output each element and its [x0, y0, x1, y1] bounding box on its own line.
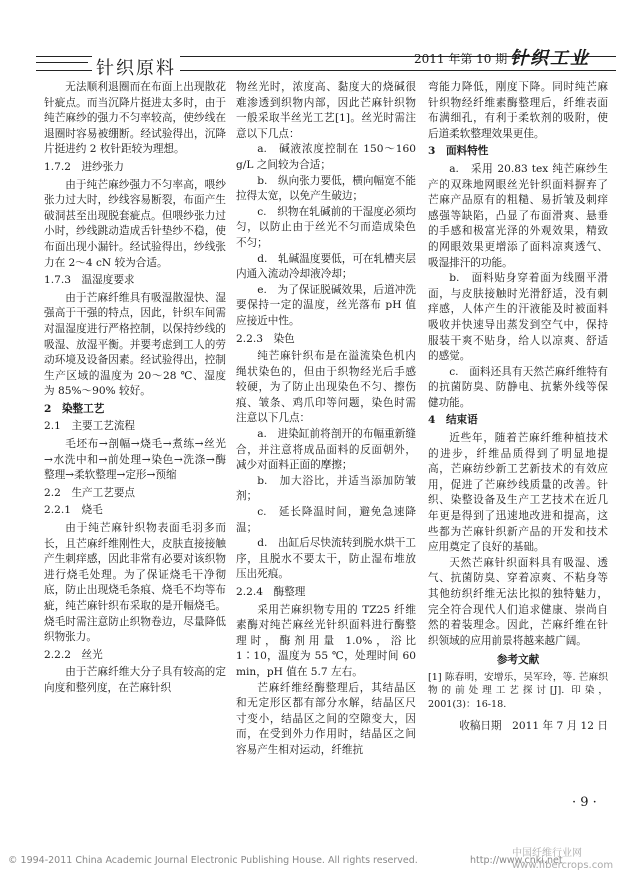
left-column — [44, 80, 226, 697]
middle-column — [236, 80, 416, 759]
list-item: c. 织物在轧碱前的干湿度必须均匀，以防止由于丝光不匀而造成染色不匀； — [236, 205, 416, 249]
list-item: d. 轧碱温度要低，可在轧槽夹层内通入流动冷却液冷却； — [236, 252, 416, 281]
copyright-text: © 1994-2011 China Academic Journal Electronic Publishing House. All rights reserved. — [8, 855, 418, 866]
subsection-heading: 2.2.4 酶整理 — [236, 586, 306, 598]
paragraph: 近些年，随着芒麻纤维种植技术的进步，纤维品质得到了明显地提高，芒麻纺纱新工艺新技术的有效应用，促进了芒麻纱线质量的改善。针织、染整设备及生产工艺技术在近几年更是得到了迅速地改进和提高，这些都为芒麻针织新产品的开发和技术应用奠定了良好的基础。 — [428, 432, 608, 554]
subsection-heading: 2.2.2 丝光 — [44, 648, 103, 661]
list-item: a. 采用 20.83 tex 纯芒麻纱生产的双珠地网眼丝光针织面料摒弃了芒麻产品原有的粗糙、易折皱及刺痒感强等缺陷，凸显了布面滑爽、悬垂的手感和极富光泽的外观效果，精致的网眼效果更增添了面料凉爽透气、吸湿排汗的功能。 — [428, 162, 608, 269]
list-item: d. 出缸后尽快流转到脱水烘干工序，且脱水不要太干，防止湿布堆放压出死痕。 — [236, 537, 416, 581]
subsection-heading: 2.1 主要工艺流程 — [44, 420, 136, 433]
list-item: c. 延长降温时间，避免急速降温； — [236, 506, 416, 534]
list-item: b. 加大浴比，并适当添加防皱剂； — [236, 474, 416, 503]
list-item: b. 面料贴身穿着面为线圈平滑面，与皮肤接触时光滑舒适，没有刺痒感，人体产生的汗液能及时被面料吸收并快速导出蒸发到空气中，保持服装干爽不贴身，给人以凉爽、舒适的感觉。 — [428, 272, 608, 363]
references-title: 参考文献 — [496, 654, 540, 667]
subsection-heading: 1.7.2 进纱张力 — [44, 160, 124, 173]
paragraph: 物丝光时，浓度高、黏度大的烧碱很难渗透到织物内部，因此芒麻针织物一般采取半丝光工艺[1]。丝光时需注意以下几点： — [236, 81, 416, 140]
section-heading: 4 结束语 — [428, 414, 478, 427]
list-item: a. 进染缸前将剖开的布幅重新缝合，并注意将成品面料的反面朝外，减少对面料正面的摩擦； — [236, 428, 416, 472]
list-item: a. 碱液浓度控制在 150～160 g/L 之间较为合适； — [236, 143, 416, 171]
page-number: · 9 · — [572, 795, 597, 810]
section-heading: 3 面料特性 — [428, 145, 489, 158]
subsection-heading: 2.2.1 烧毛 — [44, 504, 103, 517]
process-flow: 毛坯布→剖幅→烧毛→煮练→丝光→水洗中和→前处理→染色→洗涤→酶整理→柔软整理→定形→预缩 — [44, 438, 226, 482]
paragraph: 由于纯芒麻针织物表面毛羽多而长，且芒麻纤维刚性大，皮肤直接接触产生刺痒感，因此非常有必要对该织物进行烧毛处理。为了保证烧毛干净彻底，防止出现烧毛条痕、烧毛不均等布疵，纯芒麻针织布采取的是开幅烧毛。烧毛时需注意防止织物卷边，尽量降低织物张力。 — [44, 522, 226, 644]
page-footer — [0, 846, 640, 875]
watermark — [512, 848, 613, 872]
watermark-line: www.fibercrops.com — [512, 860, 614, 871]
list-item: e. 为了保证脱碱效果，后道冲洗要保持一定的温度，丝光落布 pH 值应接近中性。 — [236, 283, 416, 327]
paragraph: 由于芒麻纤维具有吸湿散湿快、湿强高于干强的特点，因此，针织车间需对温湿度进行严格控制，以保持纱线的吸湿、放湿平衡。并要考虑到工人的劳动环境及设备因素。经试验得出，控制生产区域的温度为 20～28 ℃、湿度为 85%～90% 较好。 — [44, 291, 226, 398]
subsection-heading: 1.7.3 温湿度要求 — [44, 274, 135, 287]
paragraph: 由于芒麻纤维大分子具有较高的定向度和整列度，在芒麻针织 — [44, 666, 226, 694]
right-column — [428, 80, 608, 735]
journal-logo: 针织工业 — [510, 48, 590, 69]
paragraph: 芒麻纤维经酶整理后，其结晶区和无定形区都有部分水解，结晶区尺寸变小，结晶区之间的空隙变大，因而，在受到外力作用时，结晶区之间容易产生相对运动，纤维抗 — [236, 681, 416, 756]
page-header — [0, 0, 640, 79]
issue-label: 2011 年第 10 期 — [414, 52, 508, 66]
watermark-line: 中国纤维行业网 — [512, 848, 582, 859]
paragraph: 采用芒麻织物专用的 TZ25 纤维素酶对纯芒麻丝光针织面料进行酶整理时，酶剂用量 1.0%，浴比 1∶10，温度为 55 ℃，处理时间 60 min，pH 值在 5.7 左右。 — [236, 603, 416, 678]
subsection-heading: 2.2 生产工艺要点 — [44, 486, 136, 499]
paragraph: 由于纯芒麻纱强力不匀率高，喂纱张力过大时，纱线容易断裂，布面产生破洞甚至出现脱套疵点。但喂纱张力过小时，纱线跳动造成舌针垫纱不稳，使布面出现小漏针。经试验得出，纱线张力在 2～4 cN 较为合适。 — [44, 178, 226, 269]
header-left-line — [36, 62, 88, 63]
reference-item: [1] 陈春明，安增乐，吴军玲，等. 芒麻织物的前处理工艺探讨[J]. 印染，2001(3)：16-18. — [428, 671, 608, 710]
section-title: 针织原料 — [92, 54, 180, 80]
list-item: b. 纵向张力要低，横向幅宽不能拉得太宽，以免产生破边； — [236, 174, 416, 203]
paragraph: 天然芒麻针织面料具有吸湿、透气、抗菌防臭、穿着凉爽、不粘身等其他纺织纤维无法比拟的独特魅力，完全符合现代人们追求健康、崇尚自然的着装理念。因此，芒麻纤维在针织领域的应用前景将越来越广阔。 — [428, 556, 608, 647]
paragraph: 弯能力降低，刚度下降。同时纯芒麻针织物经纤维素酶整理后，纤维表面布满细孔，有利于柔软剂的吸附，使后道柔软整理效果更佳。 — [428, 81, 608, 140]
section-heading: 2 染整工艺 — [44, 402, 105, 415]
subsection-heading: 2.2.3 染色 — [236, 332, 295, 345]
received-date: 收稿日期 2011 年 7 月 12 日 — [459, 720, 608, 733]
list-item: c. 面料还具有天然芒麻纤维特有的抗菌防臭、防静电、抗紫外线等保健功能。 — [428, 365, 608, 409]
paragraph: 纯芒麻针织布是在溢流染色机内绳状染色的，但由于织物经光后手感较硬，为了防止出现染色不匀、擦伤痕、皱条、鸡爪印等问题，染色时需注意以下几点： — [236, 350, 416, 425]
footer-link[interactable]: http://www.cnki.net — [470, 855, 563, 866]
paragraph: 无法顺利退圈而在布面上出现散花针疵点。而当沉降片挺进太多时，由于纯芒麻纱的强力不匀率较高，使纱线在退圈时容易被绷断。经试验得出，沉降片挺进约 2 枚针距较为理想。 — [44, 81, 226, 156]
